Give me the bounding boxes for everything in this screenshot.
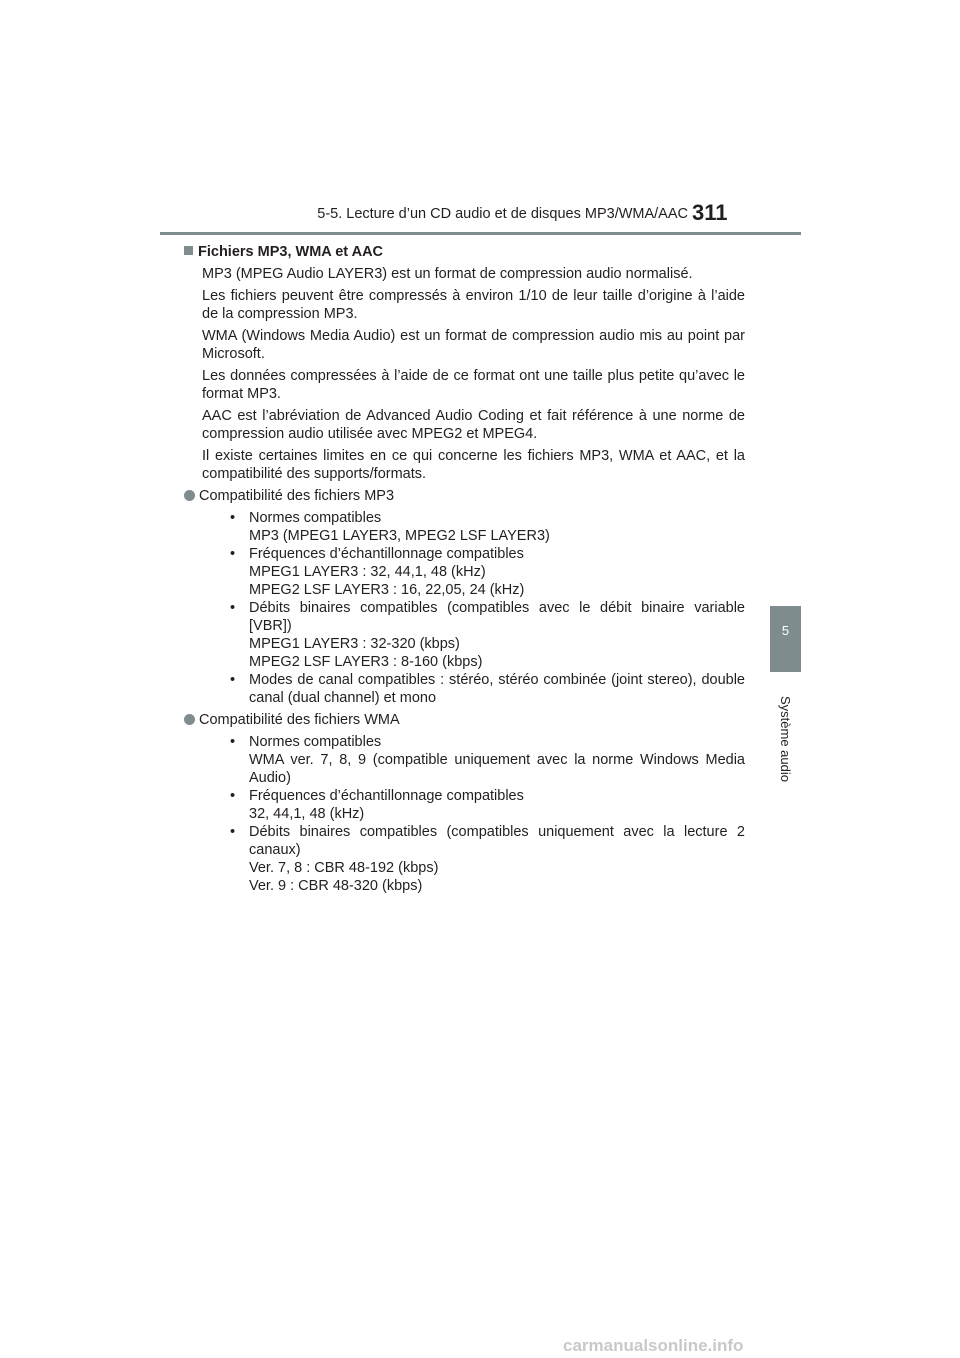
paragraph: AAC est l’abréviation de Advanced Audio Coding et fait référence à une norme de compression audio utilisée avec MPEG2 et MPEG4.	[202, 408, 745, 442]
list-item-detail: WMA ver. 7, 8, 9 (compatible uniquement avec la norme Windows Media Audio)	[249, 752, 745, 786]
list-item-title: Fréquences d’échantillonnage compatibles	[249, 788, 524, 804]
list-item	[202, 599, 745, 635]
wma-heading-text: Compatibilité des fichiers WMA	[199, 712, 400, 728]
list-item	[202, 545, 745, 563]
header-section-title: 5-5. Lecture d’un CD audio et de disques MP3/WMA/AAC	[317, 206, 688, 222]
watermark: carmanualsonline.info	[563, 1336, 744, 1355]
list-item-title: Fréquences d’échantillonnage compatibles	[249, 546, 524, 562]
list-item	[202, 509, 745, 527]
list-marker: •	[230, 672, 236, 688]
list-item-title: Normes compatibles	[249, 510, 382, 526]
mp3-heading-text: Compatibilité des fichiers MP3	[199, 488, 395, 504]
chapter-label: Système audio	[778, 696, 793, 782]
list-item-detail: MPEG1 LAYER3 : 32, 44,1, 48 (kHz)	[249, 564, 486, 580]
round-bullet-icon	[184, 490, 195, 501]
list-item-detail: MPEG1 LAYER3 : 32-320 (kbps)	[249, 636, 460, 652]
list-marker: •	[230, 788, 236, 804]
section-title-text: Fichiers MP3, WMA et AAC	[198, 244, 384, 260]
paragraph: Les données compressées à l’aide de ce format ont une taille plus petite qu’avec le format MP3.	[202, 368, 745, 402]
list-marker: •	[230, 824, 236, 840]
square-bullet-icon	[184, 246, 193, 255]
list-marker: •	[230, 510, 236, 526]
wma-compatibility-heading	[184, 711, 745, 729]
list-item-detail: MPEG2 LSF LAYER3 : 16, 22,05, 24 (kHz)	[249, 582, 525, 598]
list-item-title: Débits binaires compatibles (compatibles avec le débit binaire variable [VBR])	[249, 600, 745, 634]
page-number: 311	[692, 200, 728, 225]
list-item	[202, 787, 745, 805]
mp3-compatibility-heading	[184, 487, 745, 505]
wma-spec-list	[202, 733, 745, 895]
header-rule	[160, 232, 801, 235]
list-item-detail: 32, 44,1, 48 (kHz)	[249, 806, 365, 822]
list-item-detail: MPEG2 LSF LAYER3 : 8-160 (kbps)	[249, 654, 483, 670]
list-marker: •	[230, 600, 236, 616]
list-item	[202, 671, 745, 707]
section-title	[184, 243, 745, 261]
list-item-detail: Ver. 7, 8 : CBR 48-192 (kbps)	[249, 860, 439, 876]
paragraph: WMA (Windows Media Audio) est un format de compression audio mis au point par Microsoft.	[202, 328, 745, 362]
list-item-title: Modes de canal compatibles : stéréo, stéréo combinée (joint stereo), double canal (dual channel) et mono	[249, 672, 745, 706]
paragraph: MP3 (MPEG Audio LAYER3) est un format de compression audio normalisé.	[202, 266, 693, 282]
list-item-title: Débits binaires compatibles (compatibles uniquement avec la lecture 2 canaux)	[249, 824, 745, 858]
list-item-detail: Ver. 9 : CBR 48-320 (kbps)	[249, 878, 423, 894]
paragraph: Les fichiers peuvent être compressés à environ 1/10 de leur taille d’origine à l’aide de la compression MP3.	[202, 288, 745, 322]
list-item	[202, 733, 745, 751]
list-item-title: Normes compatibles	[249, 734, 382, 750]
round-bullet-icon	[184, 714, 195, 725]
chapter-tab: 5	[770, 606, 801, 672]
list-marker: •	[230, 734, 236, 750]
main-content	[198, 243, 745, 895]
paragraph: Il existe certaines limites en ce qui concerne les fichiers MP3, WMA et AAC, et la compatibilité des supports/formats.	[202, 448, 745, 482]
mp3-spec-list	[202, 509, 745, 707]
list-item	[202, 823, 745, 859]
list-item-detail: MP3 (MPEG1 LAYER3, MPEG2 LSF LAYER3)	[249, 528, 550, 544]
list-marker: •	[230, 546, 236, 562]
